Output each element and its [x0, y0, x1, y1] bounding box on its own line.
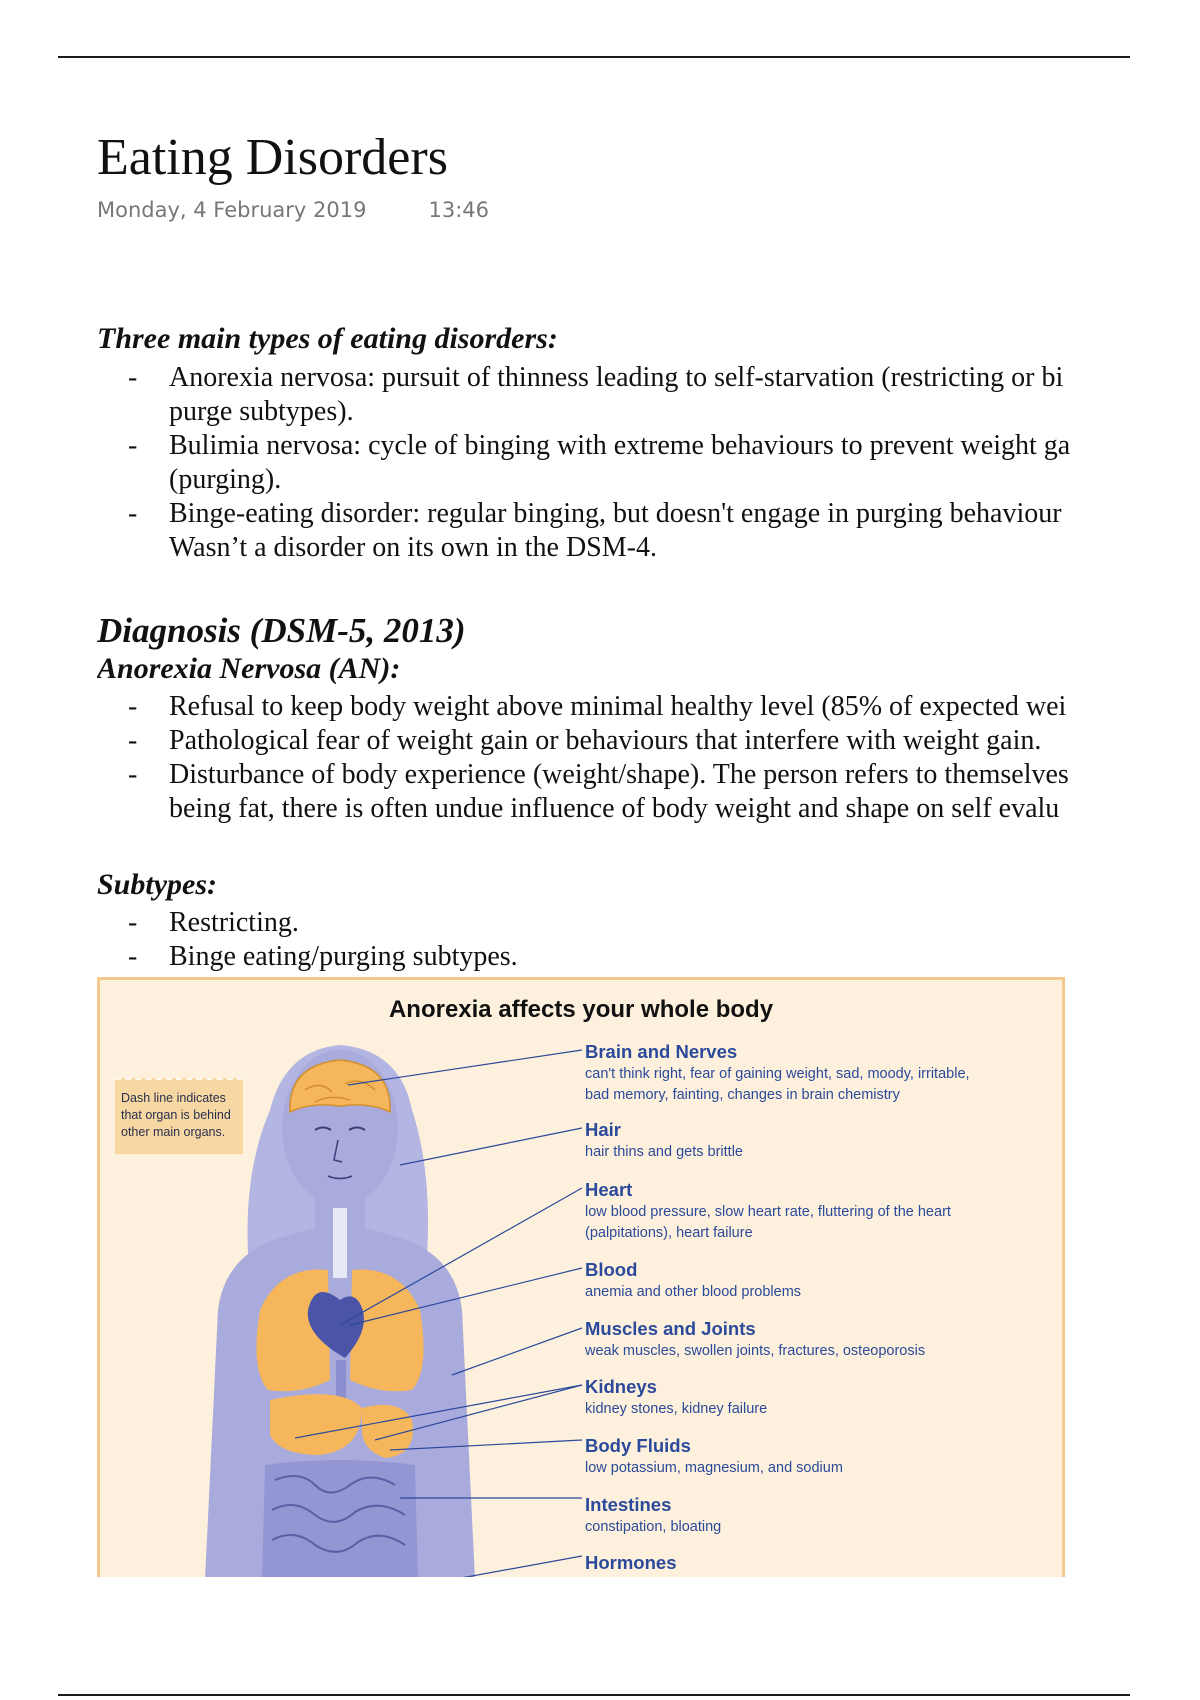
anorexia-heading: Anorexia Nervosa (AN):: [97, 652, 401, 685]
organ-brain: Brain and Nerves can't think right, fear of gaining weight, sad, moody, irritable, bad memory, fainting, changes in brain chemistry: [585, 1041, 970, 1103]
diagnosis-list: [97, 690, 1200, 826]
page-date: Monday, 4 February 2019: [97, 198, 367, 222]
figure-title: Anorexia affects your whole body: [388, 996, 774, 1023]
anorexia-body-figure: [97, 977, 1065, 1577]
organ-hair: Hair hair thins and gets brittle: [585, 1119, 743, 1160]
list-item: - Binge-eating disorder: regular binging, but doesn't engage in purging behaviour Wasn’t a disorder on its own in the DSM-4.: [128, 498, 1062, 563]
note-page: [97, 0, 1200, 1700]
organ-muscles-joints: Muscles and Joints weak muscles, swollen joints, fractures, osteoporosis: [585, 1318, 926, 1359]
organ-heart: Heart low blood pressure, slow heart rate, fluttering of the heart (palpitations), heart failure: [585, 1179, 951, 1241]
page-time: 13:46: [428, 198, 489, 222]
page-timestamp: [97, 198, 489, 222]
list-item: - Anorexia nervosa: pursuit of thinness leading to self-starvation (restricting or bi purge subtypes).: [128, 362, 1064, 427]
list-item: - Bulimia nervosa: cycle of binging with extreme behaviours to prevent weight ga (purging).: [128, 430, 1071, 495]
list-item: - Binge eating/purging subtypes.: [128, 941, 518, 972]
subtypes-list: [97, 906, 1200, 974]
types-heading: Three main types of eating disorders:: [97, 322, 558, 355]
organ-kidneys: Kidneys kidney stones, kidney failure: [585, 1376, 768, 1417]
organ-intestines: Intestines constipation, bloating: [585, 1494, 722, 1535]
bottom-rule: [58, 1694, 1130, 1696]
organ-hormones: Hormones: [585, 1552, 677, 1573]
page-title: Eating Disorders: [97, 129, 448, 186]
list-item: - Disturbance of body experience (weight/shape). The person refers to themselves being fat, there is often undue influence of body weight and shape on self evalu: [128, 759, 1069, 824]
subtypes-heading: Subtypes:: [97, 868, 217, 901]
types-list: [97, 361, 1200, 565]
list-item: - Refusal to keep body weight above minimal healthy level (85% of expected wei: [128, 691, 1067, 722]
diagnosis-heading: Diagnosis (DSM-5, 2013): [97, 611, 466, 650]
list-item: - Pathological fear of weight gain or behaviours that interfere with weight gain.: [128, 725, 1042, 756]
list-item: - Restricting.: [128, 907, 299, 938]
organ-blood: Blood anemia and other blood problems: [585, 1259, 802, 1300]
organ-body-fluids: Body Fluids low potassium, magnesium, and sodium: [585, 1435, 843, 1476]
dash-line-note: Dash line indicates that organ is behind other main organs.: [115, 1078, 243, 1154]
